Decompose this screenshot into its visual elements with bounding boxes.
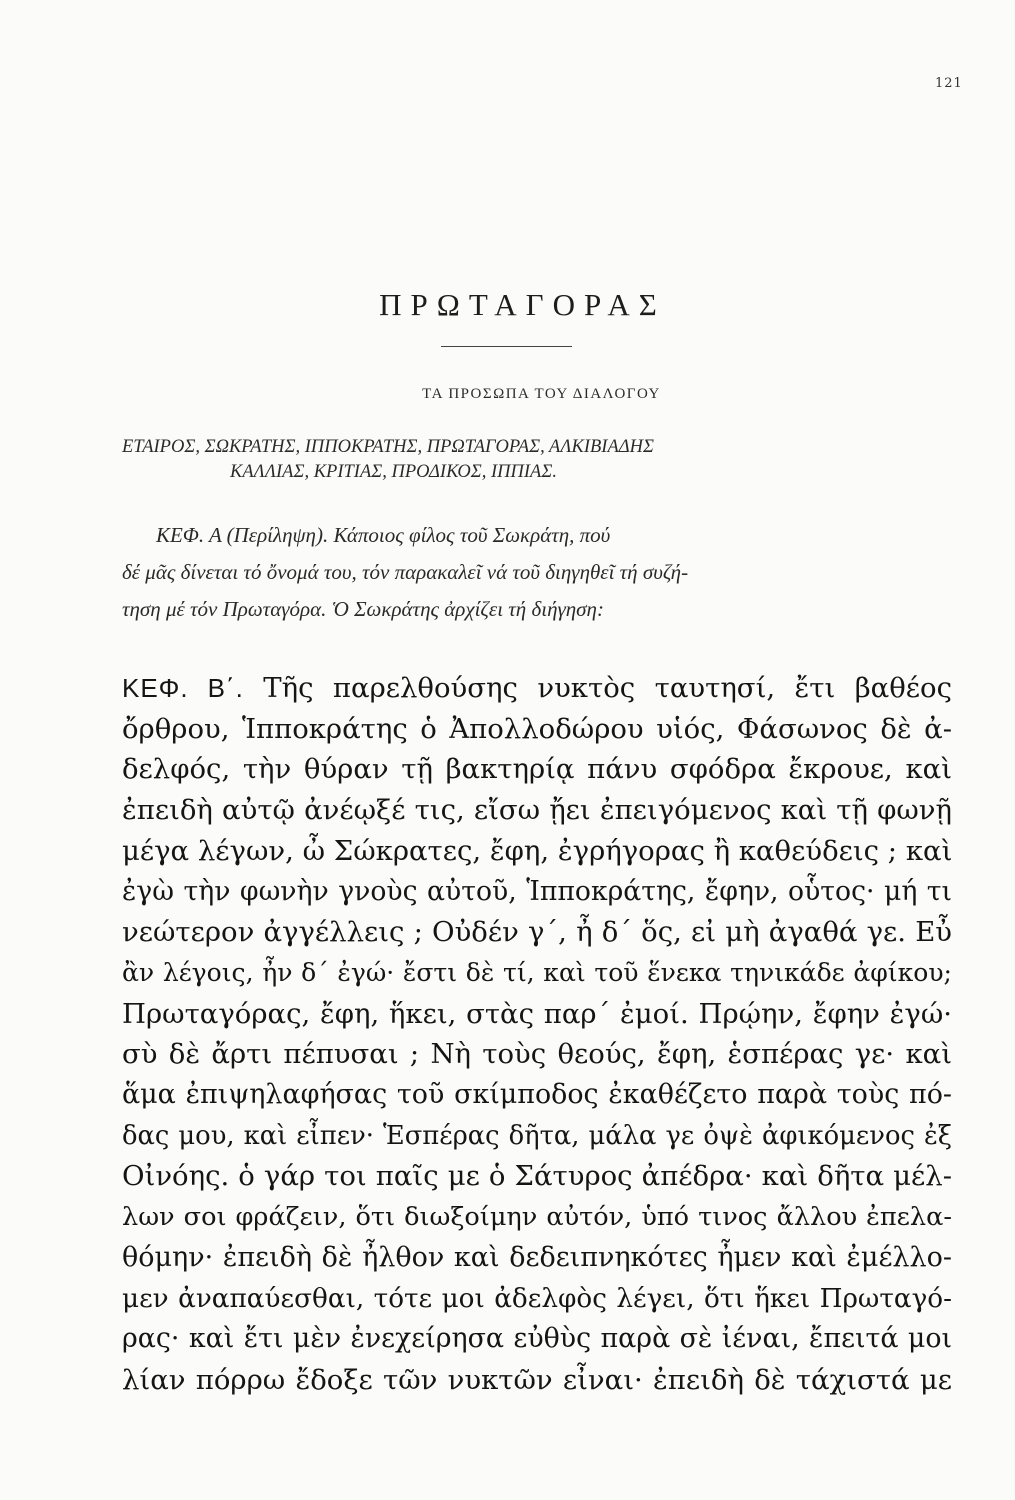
main-text xyxy=(122,668,952,1401)
text-line: δας μου, καὶ εἶπεν· Ἑσπέρας δῆτα, μάλα γε ὀψὲ ἀφικόμενος ἐξ xyxy=(122,1120,952,1151)
text-line: Πρωταγόρας, ἔφη, ἥκει, στὰς παρ΄ ἐμοί. Πρῴην, ἔφην ἐγώ· xyxy=(122,997,952,1030)
text-line: ἐπειδὴ αὐτῷ ἀνέῳξέ τις, εἴσω ᾔει ἐπειγόμενος καὶ τῇ φωνῇ xyxy=(122,794,952,827)
text-line: ὄρθρου, Ἱπποκράτης ὁ Ἀπολλοδώρου υἱός, Φάσωνος δὲ ἀ- xyxy=(122,712,952,745)
text-line: ρας· καὶ ἔτι μὲν ἐνεχείρησα εὐθὺς παρὰ σὲ ἰέναι, ἔπειτά μοι xyxy=(122,1323,952,1355)
text-line xyxy=(122,668,952,709)
chapter-summary xyxy=(122,517,952,628)
text-line: λων σοι φράζειν, ὅτι διωξοίμην αὐτόν, ὑπό τινος ἄλλου ἐπελα- xyxy=(122,1202,952,1233)
text-line: λίαν πόρρω ἔδοξε τῶν νυκτῶν εἶναι· ἐπειδὴ δὲ τάχιστά με xyxy=(122,1363,952,1396)
text-line: ἐγὼ τὴν φωνὴν γνοὺς αὐτοῦ, Ἱπποκράτης, ἔφην, οὗτος· μή τι xyxy=(122,875,952,907)
summary-line: δέ μᾶς δίνεται τό ὄνομά του, τόν παρακαλεῖ νά τοῦ διηγηθεῖ τή συζή- xyxy=(122,560,689,584)
summary-line: τηση μέ τόν Πρωταγόρα. Ὁ Σωκράτης ἀρχίζει τή διήγηση: xyxy=(122,597,604,621)
text-line: δελφός, τὴν θύραν τῇ βακτηρίᾳ πάνυ σφόδρα ἔκρουε, καὶ xyxy=(122,753,952,786)
page-title: ΠΡΩΤΑΓΟΡΑΣ xyxy=(379,287,666,322)
persons-line: ΚΑΛΛΙΑΣ, ΚΡΙΤΙΑΣ, ΠΡΟΔΙΚΟΣ, ΙΠΠΙΑΣ. xyxy=(230,462,557,482)
title-divider xyxy=(441,346,572,347)
text-line: μεν ἀναπαύεσθαι, τότε μοι ἀδελφὸς λέγει, ὅτι ἥκει Πρωταγό- xyxy=(122,1283,952,1314)
persons-heading: ΤΑ ΠΡΟΣΩΠΑ ΤΟΥ ΔΙΑΛΟΓΟΥ xyxy=(422,386,661,402)
text-line: μέγα λέγων, ὦ Σώκρατες, ἔφη, ἐγρήγορας ἢ καθεύδεις ; καὶ xyxy=(122,834,952,867)
chapter-label: ΚΕΦ. Β΄. xyxy=(122,673,244,703)
text-line: σὺ δὲ ἄρτι πέπυσαι ; Νὴ τοὺς θεούς, ἔφη, ἑσπέρας γε· καὶ xyxy=(122,1038,952,1071)
text-line: Οἰνόης. ὁ γάρ τοι παῖς με ὁ Σάτυρος ἀπέδρα· καὶ δῆτα μέλ- xyxy=(122,1160,952,1193)
text-line: ἅμα ἐπιψηλαφήσας τοῦ σκίμποδος ἐκαθέζετο παρὰ τοὺς πό- xyxy=(122,1079,952,1111)
text-line: νεώτερον ἀγγέλλεις ; Οὐδέν γ΄, ἦ δ΄ ὅς, εἰ μὴ ἀγαθά γε. Εὖ xyxy=(122,916,952,949)
page-number: 121 xyxy=(935,76,963,91)
summary-line: ΚΕΦ. Α (Περίληψη). Κάποιος φίλος τοῦ Σωκράτη, πού xyxy=(156,523,611,547)
text-line-rest: Τῆς παρελθούσης νυκτὸς ταυτησί, ἔτι βαθέος xyxy=(263,672,952,704)
text-line: ἂν λέγοις, ἦν δ΄ ἐγώ· ἔστι δὲ τί, καὶ τοῦ ἕνεκα τηνικάδε ἀφίκου; xyxy=(122,957,952,987)
text-line: θόμην· ἐπειδὴ δὲ ἦλθον καὶ δεδειπνηκότες ἦμεν καὶ ἐμέλλο- xyxy=(122,1241,952,1273)
persons-line: ΕΤΑΙΡΟΣ, ΣΩΚΡΑΤΗΣ, ΙΠΠΟΚΡΑΤΗΣ, ΠΡΩΤΑΓΟΡΑΣ, ΑΛΚΙΒΙΑΔΗΣ xyxy=(122,437,654,457)
persons-list xyxy=(122,435,942,485)
